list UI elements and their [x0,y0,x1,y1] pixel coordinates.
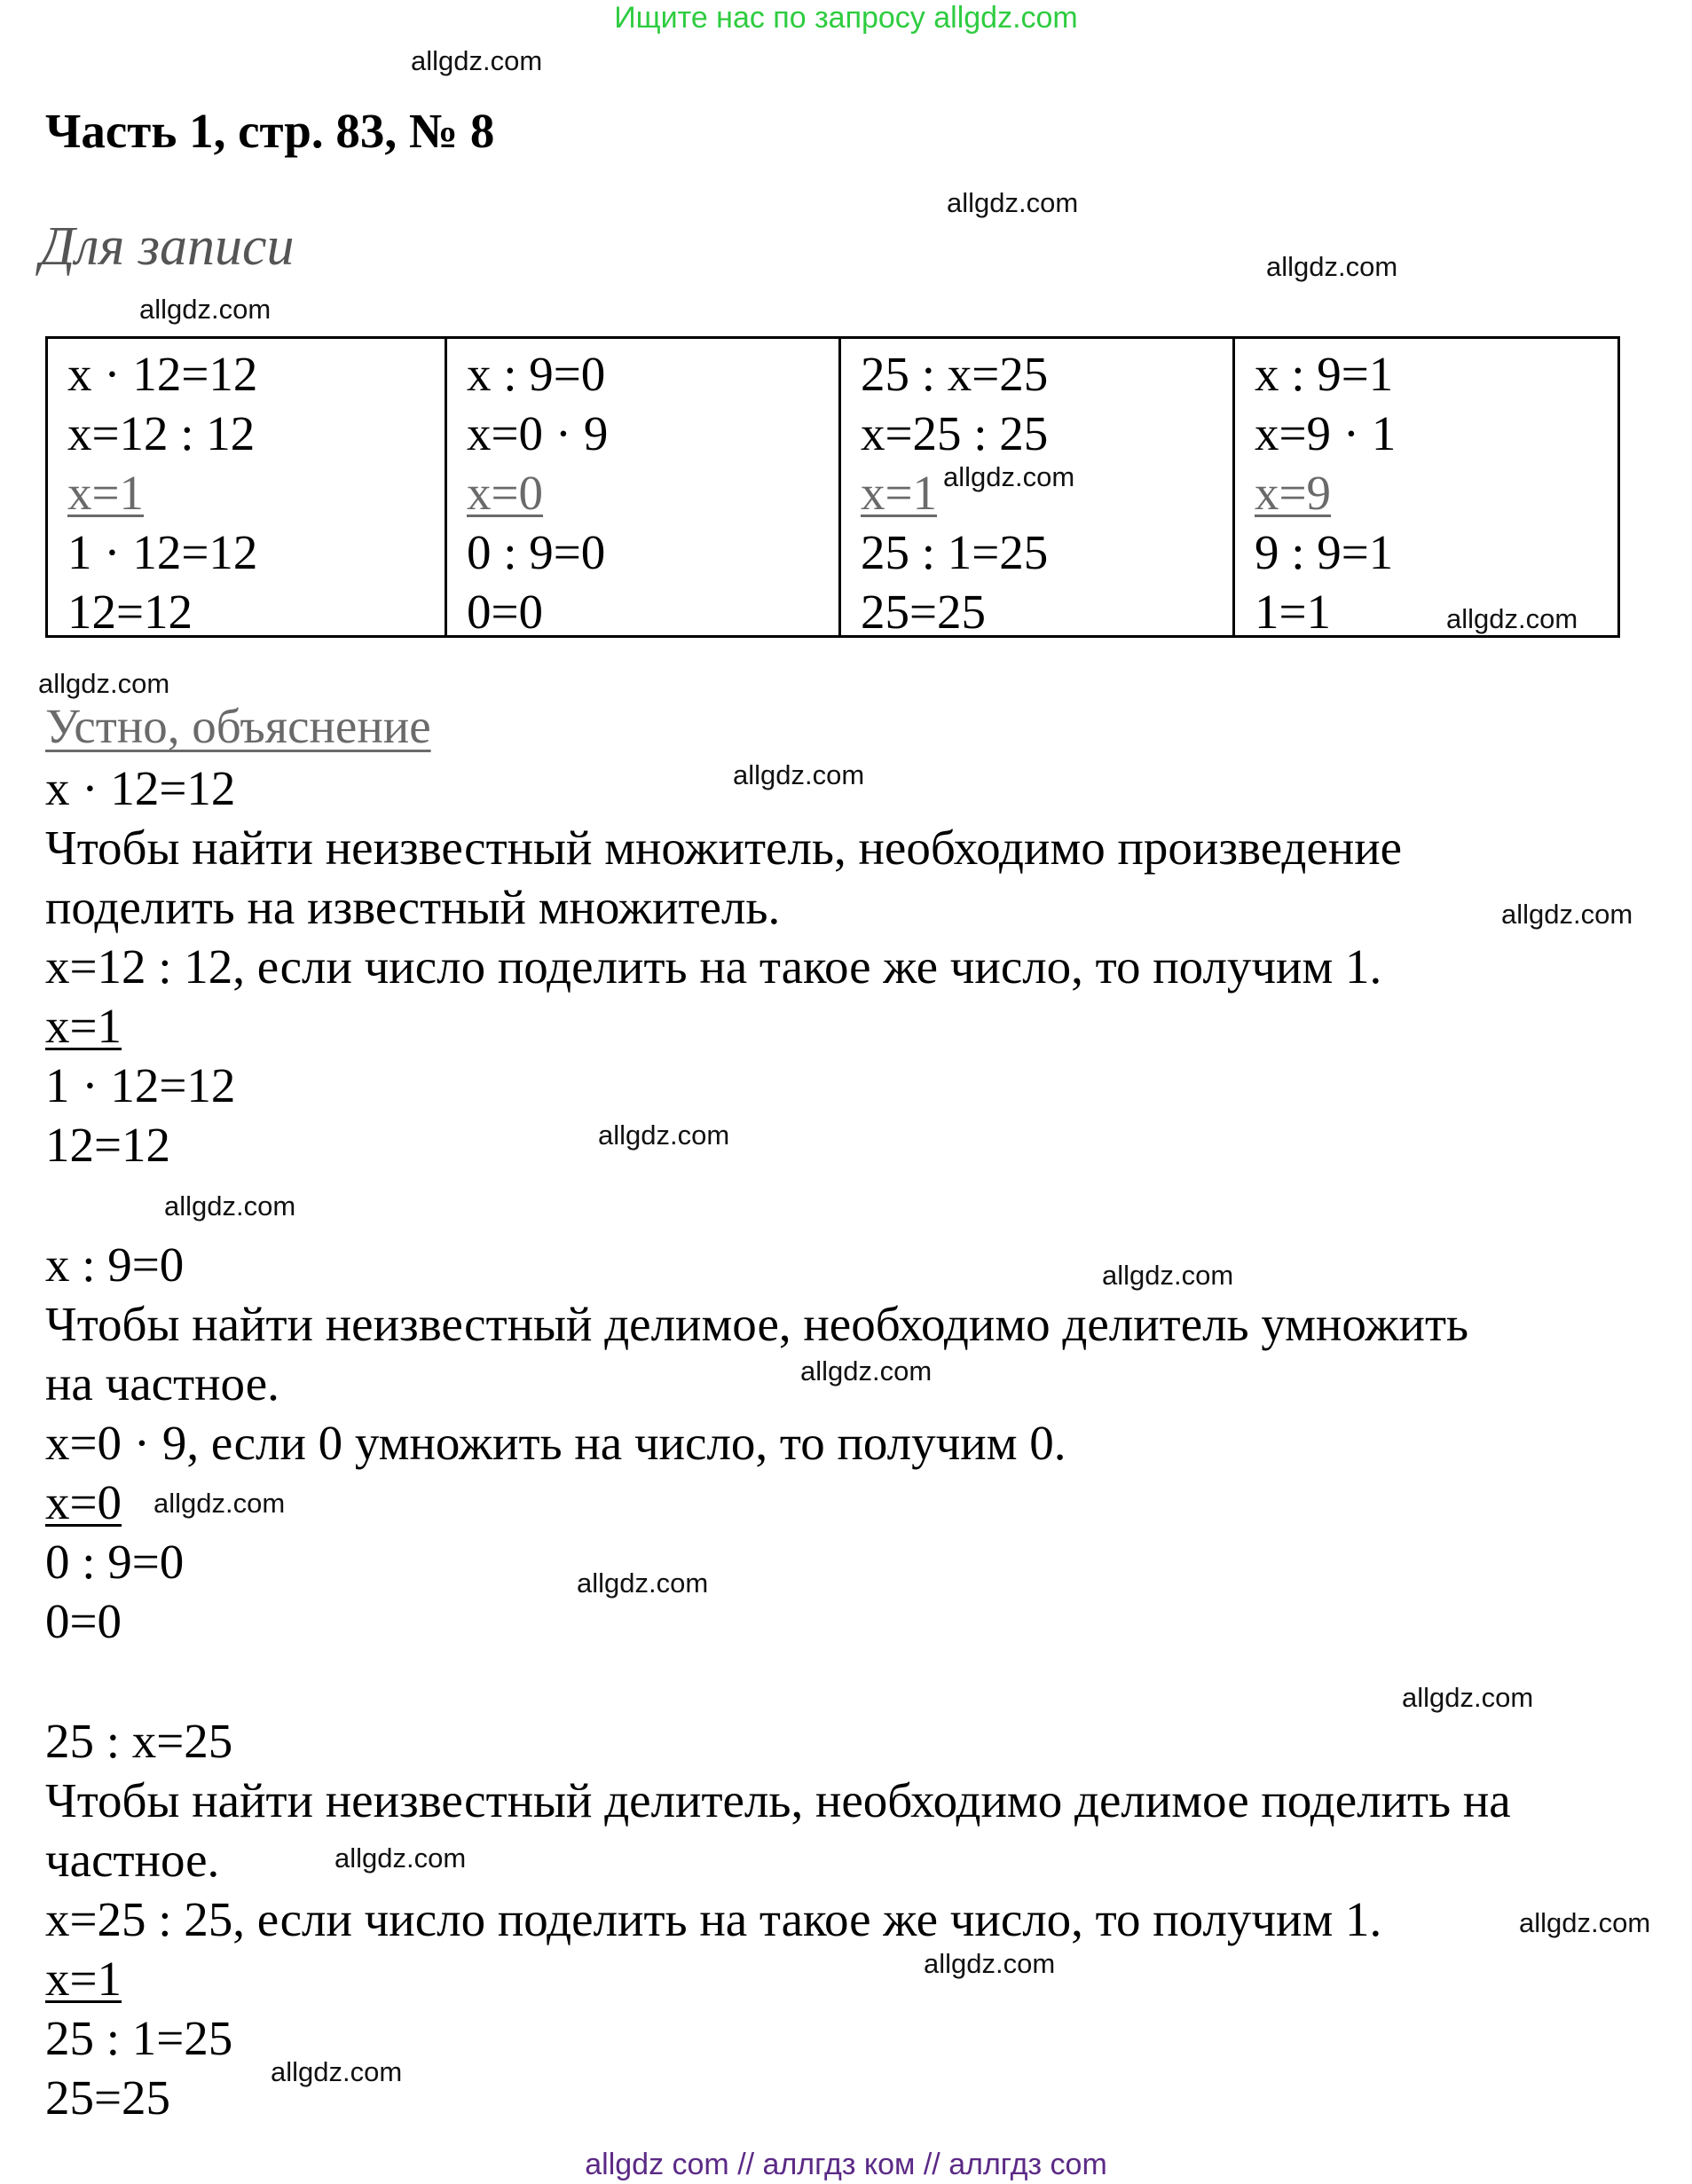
explanation-answer: x=1 [45,999,122,1053]
watermark-text: allgdz.com [38,668,170,699]
watermark-text: allgdz.com [947,187,1079,218]
equation-line: x : 9=1 [1255,347,1394,401]
watermark-text: allgdz.com [1501,899,1633,930]
equation-line: x=12 : 12 [67,406,256,460]
check-line: 1 · 12=12 [67,525,258,579]
equation-line: x=9 · 1 [1255,406,1397,460]
explanation-check: 25=25 [45,2070,171,2125]
check-line: 12=12 [67,585,193,639]
check-line: 25 : 1=25 [861,525,1049,579]
explanation-rule: поделить на известный множитель. [45,880,781,934]
explanation-answer: x=0 [45,1475,122,1529]
explanation-block [45,1235,1468,1651]
footer-links[interactable]: allgdz com // аллгдз ком // аллгдз com [585,2148,1107,2181]
equation-line: 25 : x=25 [861,347,1049,401]
equation-line: x · 12=12 [67,347,258,401]
explanation-answer: x=1 [45,1952,122,2006]
watermark-text: allgdz.com [924,1948,1056,1979]
check-line: 0=0 [467,585,544,639]
explanation-block [45,1711,1511,2127]
check-line: 1=1 [1255,585,1332,639]
watermark-text: allgdz.com [1102,1260,1234,1291]
explanation-rule: на частное. [45,1356,279,1410]
explanation-block [45,758,1402,1174]
check-line: 9 : 9=1 [1255,525,1394,579]
table-column [1232,339,1617,639]
check-line: 25=25 [861,585,987,639]
watermark-text: allgdz.com [164,1190,296,1222]
watermark-text: allgdz.com [733,759,865,790]
explanation-equation: x : 9=0 [45,1237,185,1292]
explanation-step: x=25 : 25, если число поделить на такое же число, то получим 1. [45,1892,1382,1946]
equation-line: x=25 : 25 [861,406,1049,460]
watermark-text: allgdz.com [598,1119,730,1151]
check-line: 0 : 9=0 [467,525,606,579]
section-subtitle: Для записи [40,216,295,277]
watermark-text: allgdz.com [800,1355,933,1387]
explanation-step: x=0 · 9, если 0 умножить на число, то получим 0. [45,1416,1066,1470]
watermark-text: allgdz.com [1402,1682,1534,1713]
watermark-text: allgdz.com [1266,251,1398,282]
section-heading: Устно, объяснение [45,699,431,753]
watermark-text: allgdz.com [139,294,272,325]
watermark-text: allgdz.com [943,461,1075,492]
answer-line: x=0 [467,466,544,520]
watermark-text: allgdz.com [577,1567,709,1599]
explanation-rule: частное. [45,1833,220,1887]
answer-line: x=1 [861,466,938,520]
explanation-check: 25 : 1=25 [45,2011,233,2065]
top-banner[interactable]: Ищите нас по запросу allgdz.com [614,1,1078,35]
watermark-text: allgdz.com [1519,1907,1651,1938]
explanation-rule: Чтобы найти неизвестный делитель, необходимо делимое поделить на [45,1773,1511,1827]
explanation-check: 12=12 [45,1118,171,1172]
explanation-step: x=12 : 12, если число поделить на такое же число, то получим 1. [45,939,1382,994]
explanation-equation: 25 : x=25 [45,1714,233,1768]
page-title: Часть 1, стр. 83, № 8 [45,104,495,158]
explanation-check: 1 · 12=12 [45,1058,236,1112]
equations-table [45,336,1620,638]
explanation-check: 0 : 9=0 [45,1535,185,1589]
explanation-check: 0=0 [45,1594,122,1648]
watermark-text: allgdz.com [153,1488,286,1519]
watermark-text: allgdz.com [411,45,543,76]
equation-line: x : 9=0 [467,347,606,401]
table-column [445,339,838,639]
table-column [48,339,445,639]
equation-line: x=0 · 9 [467,406,609,460]
answer-line: x=9 [1255,466,1332,520]
watermark-text: allgdz.com [271,2056,403,2087]
explanation-rule: Чтобы найти неизвестный множитель, необходимо произведение [45,821,1403,875]
watermark-text: allgdz.com [1446,603,1578,634]
explanation-rule: Чтобы найти неизвестный делимое, необходимо делитель умножить [45,1297,1469,1351]
watermark-text: allgdz.com [334,1842,467,1874]
explanation-equation: x · 12=12 [45,761,236,815]
answer-line: x=1 [67,466,145,520]
